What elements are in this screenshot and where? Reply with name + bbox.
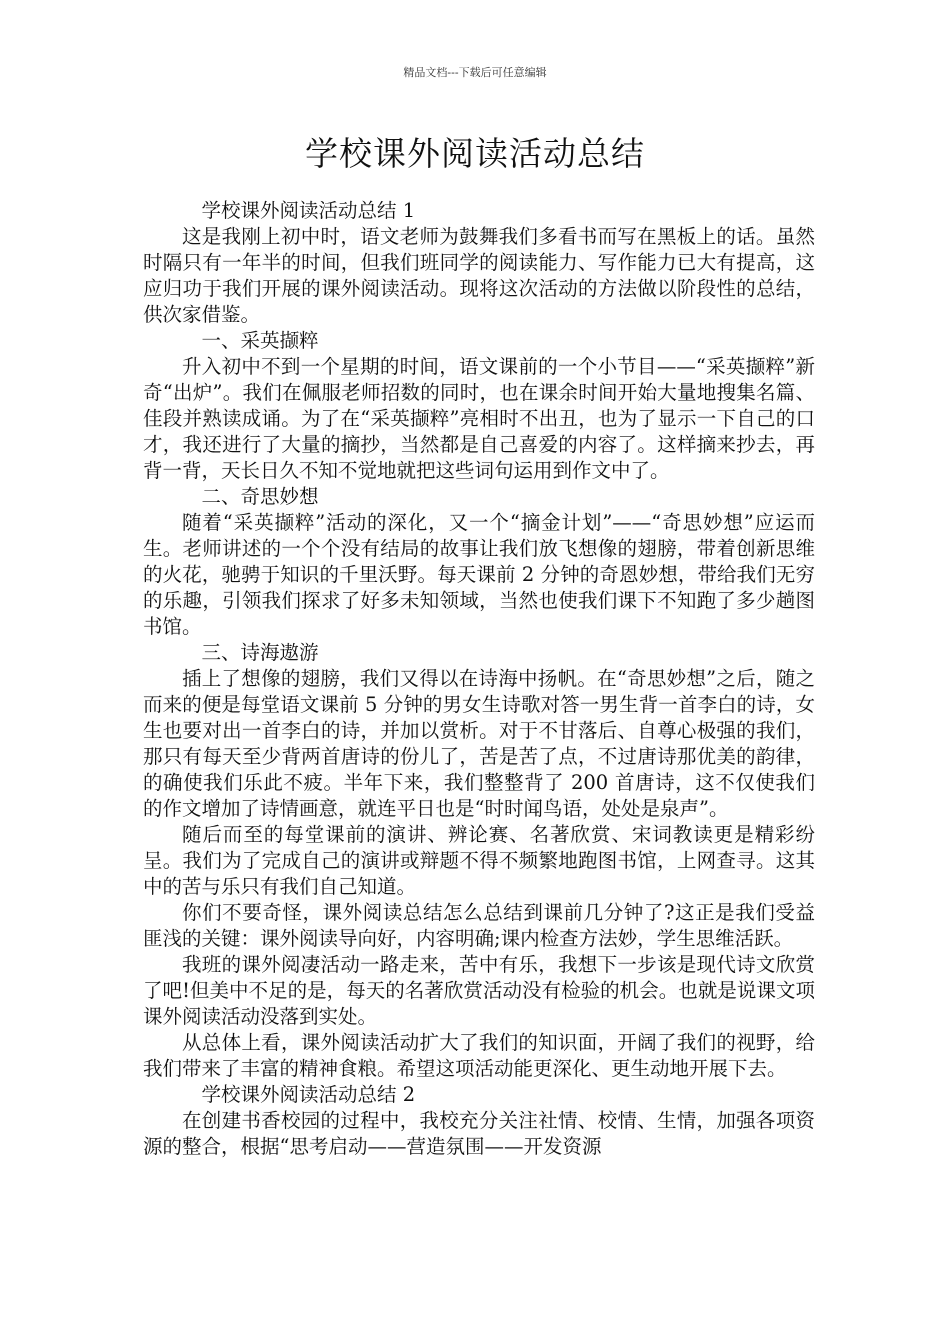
paragraph: 你们不要奇怪，课外阅读总结怎么总结到课前几分钟了?这正是我们受益匪浅的关键：课外阅读导向好，内容明确;课内检查方法妙，学生思维活跃。 — [143, 901, 815, 950]
section-heading: 一、采英撷粹 — [201, 329, 319, 352]
paragraph: 我班的课外阅凄活动一路走来，苦中有乐，我想下一步该是现代诗文欣赏了吧!但美中不足的是，每天的名著欣赏活动没有检验的机会。也就是说课文项课外阅读活动没落到实处。 — [143, 953, 815, 1028]
section-heading: 二、奇思妙想 — [201, 485, 319, 508]
document-body — [143, 198, 815, 1160]
document-title: 学校课外阅读活动总结 — [305, 134, 645, 173]
paragraph: 从总体上看，课外阅读活动扩大了我们的知识面，开阔了我们的视野，给我们带来了丰富的精神食粮。希望这项活动能更深化、更生动地开展下去。 — [143, 1031, 815, 1080]
section-heading: 三、诗海遨游 — [201, 641, 319, 664]
paragraph: 升入初中不到一个星期的时间，语文课前的一个小节目——“采英撷粹”新奇“出炉”。我们在佩服老师招数的同时，也在课余时间开始大量地搜集名篇、佳段并熟读成诵。为了在“采英撷粹”亮相时不出丑，也为了显示一下自己的口才，我还进行了大量的摘抄，当然都是自己喜爱的内容了。这样摘来抄去，再背一背，天长日久不知不觉地就把这些词句运用到作文中了。 — [143, 355, 815, 482]
paragraph: 插上了想像的翅膀，我们又得以在诗海中扬帆。在“奇思妙想”之后，随之而来的便是每堂语文课前 5 分钟的男女生诗歌对答一男生背一首李白的诗，女生也要对出一首李白的诗，并加以赏析。对于不甘落后、自尊心极强的我们，那只有每天至少背两首唐诗的份儿了，苦是苦了点，不过唐诗那优美的韵律，的确使我们乐此不疲。半年下来，我们整整背了 200 首唐诗，这不仅使我们的作文增加了诗情画意，就连平日也是“时时闻鸟语，处处是泉声”。 — [143, 667, 815, 820]
paragraph: 随后而至的每堂课前的演讲、辨论赛、名著欣赏、宋词教读更是精彩纷呈。我们为了完成自己的演讲或辩题不得不频繁地跑图书馆，上网查寻。这其中的苦与乐只有我们自己知道。 — [143, 823, 815, 898]
paragraph: 随着“采英撷粹”活动的深化，又一个“摘金计划”——“奇思妙想”应运而生。老师讲述的一个个没有结局的故事让我们放飞想像的翅膀，带着创新思维的火花，驰骋于知识的千里沃野。每天课前 2 分钟的奇恩妙想，带给我们无穷的乐趣，引领我们探求了好多未知领域，当然也使我们课下不知跑了多少趟图书馆。 — [143, 511, 815, 638]
section-heading: 学校课外阅读活动总结 2 — [201, 1083, 416, 1106]
header-note: 精品文档---下载后可任意编辑 — [403, 66, 547, 79]
paragraph: 这是我刚上初中时，语文老师为鼓舞我们多看书而写在黑板上的话。虽然时隔只有一年半的时间，但我们班同学的阅读能力、写作能力已大有提高，这应归功于我们开展的课外阅读活动。现将这次活动的方法做以阶段性的总结，供次家借鉴。 — [143, 225, 815, 326]
paragraph: 在创建书香校园的过程中，我校充分关注社情、校情、生情，加强各项资源的整合，根据“思考启动——营造氛围——开发资源 — [143, 1109, 815, 1158]
section-heading: 学校课外阅读活动总结 1 — [201, 199, 416, 222]
